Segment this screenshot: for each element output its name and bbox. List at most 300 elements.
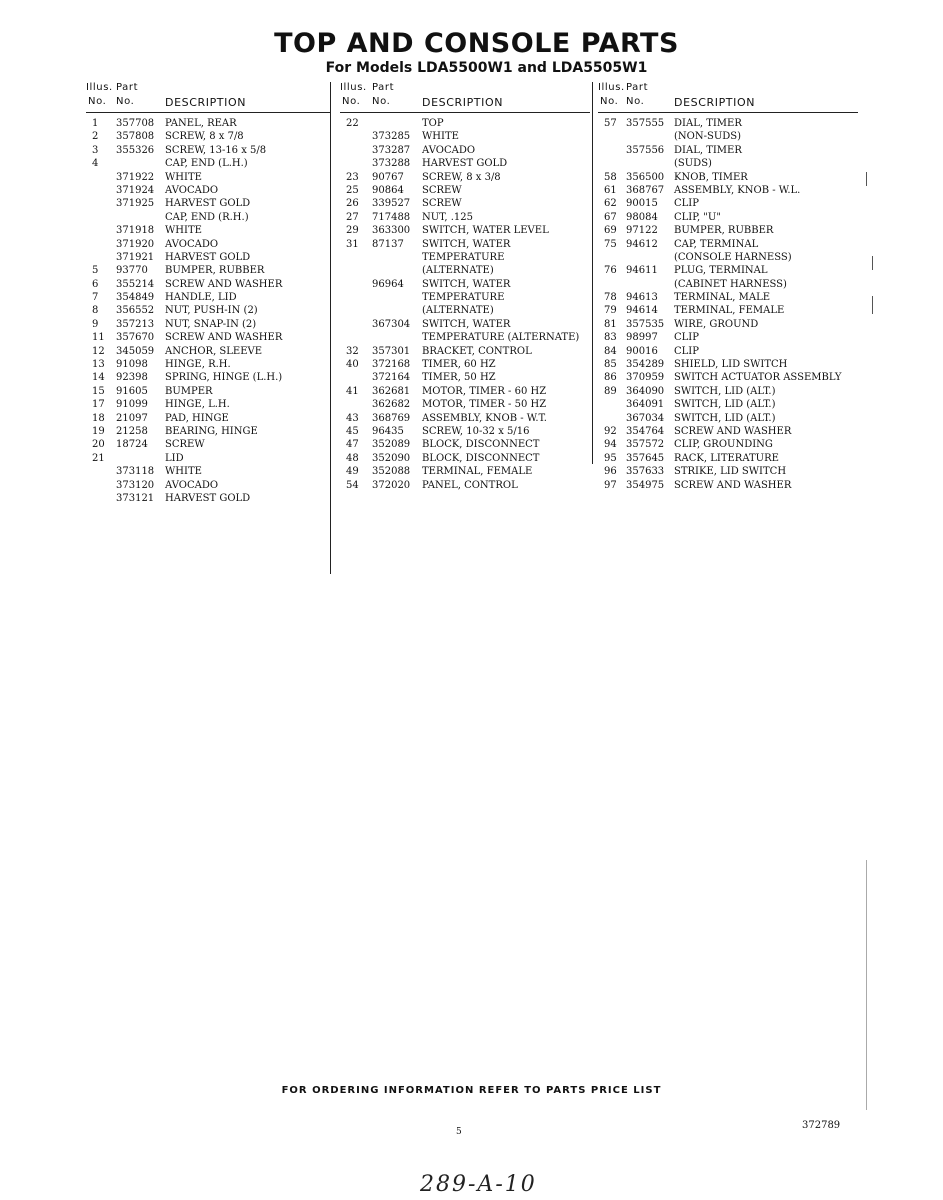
parts-row xyxy=(86,439,330,452)
part-number: 87137 xyxy=(372,238,404,250)
parts-row xyxy=(86,493,330,506)
part-description: SCREW AND WASHER xyxy=(165,332,283,344)
part-number: 367304 xyxy=(372,318,411,330)
part-number: 355326 xyxy=(116,144,155,156)
parts-row xyxy=(86,386,330,399)
parts-row xyxy=(340,372,590,385)
illus-number: 61 xyxy=(604,184,617,196)
parts-row xyxy=(598,252,858,265)
illus-number: 47 xyxy=(346,439,359,451)
part-description: SWITCH, WATER LEVEL xyxy=(422,225,549,237)
parts-column-2 xyxy=(340,82,590,493)
column-header xyxy=(598,82,858,112)
part-number: 21097 xyxy=(116,412,148,424)
page-number: 5 xyxy=(456,1127,462,1137)
parts-row xyxy=(86,480,330,493)
part-number: 357670 xyxy=(116,332,155,344)
parts-row xyxy=(598,480,858,493)
parts-row xyxy=(340,145,590,158)
part-number: 352090 xyxy=(372,452,411,464)
part-description: SWITCH, WATER xyxy=(422,238,511,250)
part-description: BLOCK, DISCONNECT xyxy=(422,439,540,451)
illus-number: 79 xyxy=(604,305,617,317)
header-illus-label: Illus. xyxy=(86,82,113,93)
illus-number: 20 xyxy=(92,439,105,451)
illus-number: 1 xyxy=(92,118,99,129)
part-description: CLIP, "U" xyxy=(674,211,721,223)
part-description: (NON-SUDS) xyxy=(674,131,742,143)
parts-row xyxy=(86,172,330,185)
illus-number: 54 xyxy=(346,479,359,491)
parts-row xyxy=(598,279,858,292)
parts-row xyxy=(86,305,330,318)
column-header xyxy=(86,82,330,112)
part-number: 91098 xyxy=(116,359,148,371)
parts-row xyxy=(598,118,858,131)
illus-number: 25 xyxy=(346,184,359,196)
parts-row xyxy=(598,212,858,225)
parts-row xyxy=(340,332,590,345)
illus-number: 69 xyxy=(604,225,617,237)
part-description: SHIELD, LID SWITCH xyxy=(674,359,788,371)
illus-number: 75 xyxy=(604,238,617,250)
part-description: BUMPER, RUBBER xyxy=(165,265,265,277)
parts-row xyxy=(86,372,330,385)
part-description: AVOCADO xyxy=(165,238,219,250)
parts-row xyxy=(86,466,330,479)
illus-number: 67 xyxy=(604,211,617,223)
part-description: MOTOR, TIMER - 60 HZ xyxy=(422,385,547,397)
part-number: 372164 xyxy=(372,372,411,384)
parts-row xyxy=(340,131,590,144)
illus-number: 62 xyxy=(604,198,617,210)
header-part-label: Part xyxy=(372,82,395,93)
parts-row xyxy=(598,305,858,318)
part-number: 90015 xyxy=(626,198,658,210)
parts-row xyxy=(598,319,858,332)
column-divider xyxy=(592,82,593,464)
part-number: 94612 xyxy=(626,238,658,250)
part-number: 18724 xyxy=(116,439,148,451)
part-description: SCREW xyxy=(422,198,462,210)
illus-number: 8 xyxy=(92,305,99,317)
part-description: BRACKET, CONTROL xyxy=(422,345,532,357)
parts-row xyxy=(86,426,330,439)
parts-row xyxy=(86,346,330,359)
parts-row xyxy=(86,118,330,131)
illus-number: 7 xyxy=(92,292,99,304)
scan-edge-mark xyxy=(872,296,873,314)
part-description: BUMPER, RUBBER xyxy=(674,225,774,237)
parts-row xyxy=(598,399,858,412)
part-number: 94613 xyxy=(626,292,658,304)
part-description: SWITCH, WATER xyxy=(422,318,511,330)
illus-number: 76 xyxy=(604,265,617,277)
illus-number: 17 xyxy=(92,399,105,411)
illus-number: 27 xyxy=(346,211,359,223)
parts-row xyxy=(340,239,590,252)
part-number: 373287 xyxy=(372,144,411,156)
illus-number: 32 xyxy=(346,345,359,357)
part-number: 356552 xyxy=(116,305,155,317)
illus-number: 43 xyxy=(346,412,359,424)
part-number: 92398 xyxy=(116,372,148,384)
part-description: HARVEST GOLD xyxy=(165,198,251,210)
illus-number: 14 xyxy=(92,372,105,384)
part-description: NUT, SNAP-IN (2) xyxy=(165,318,257,330)
parts-row xyxy=(340,212,590,225)
parts-row xyxy=(598,158,858,171)
illus-number: 2 xyxy=(92,131,99,143)
part-description: HARVEST GOLD xyxy=(165,251,251,263)
parts-row xyxy=(340,426,590,439)
part-description: WIRE, GROUND xyxy=(674,318,759,330)
illus-number: 4 xyxy=(92,158,99,170)
part-number: 717488 xyxy=(372,211,411,223)
part-number: 372168 xyxy=(372,359,411,371)
part-number: 354289 xyxy=(626,359,665,371)
illus-number: 40 xyxy=(346,359,359,371)
part-number: 357645 xyxy=(626,452,665,464)
part-description: CAP, TERMINAL xyxy=(674,238,759,250)
parts-row xyxy=(340,265,590,278)
scan-edge-mark xyxy=(872,256,873,270)
header-rule xyxy=(598,112,858,113)
illus-number: 9 xyxy=(92,318,99,330)
illus-number: 58 xyxy=(604,171,617,183)
part-description: CLIP, GROUNDING xyxy=(674,439,773,451)
parts-row xyxy=(86,212,330,225)
part-number: 90767 xyxy=(372,171,404,183)
header-illus-label: Illus. xyxy=(340,82,367,93)
part-number: 352088 xyxy=(372,466,411,478)
part-number: 371925 xyxy=(116,198,155,210)
part-description: PLUG, TERMINAL xyxy=(674,265,768,277)
part-number: 371921 xyxy=(116,251,155,263)
header-part-label: Part xyxy=(116,82,139,93)
illus-number: 81 xyxy=(604,318,617,330)
part-number: 372020 xyxy=(372,479,411,491)
header-description-label: DESCRIPTION xyxy=(165,96,247,109)
illus-number: 96 xyxy=(604,466,617,478)
illus-number: 78 xyxy=(604,292,617,304)
part-number: 367034 xyxy=(626,412,665,424)
part-description: (SUDS) xyxy=(674,158,712,170)
illus-number: 94 xyxy=(604,439,617,451)
part-description: HARVEST GOLD xyxy=(422,158,508,170)
part-description: MOTOR, TIMER - 50 HZ xyxy=(422,399,547,411)
page-subtitle: For Models LDA5500W1 and LDA5505W1 xyxy=(325,60,648,76)
header-rule xyxy=(340,112,590,113)
part-number: 362681 xyxy=(372,385,411,397)
parts-row xyxy=(598,185,858,198)
parts-row xyxy=(598,453,858,466)
part-number: 371922 xyxy=(116,171,155,183)
parts-row xyxy=(598,346,858,359)
header-part-label: Part xyxy=(626,82,649,93)
part-description: SWITCH ACTUATOR ASSEMBLY xyxy=(674,372,842,384)
part-number: 373288 xyxy=(372,158,411,170)
part-number: 355214 xyxy=(116,278,155,290)
parts-row xyxy=(340,305,590,318)
part-description: TERMINAL, MALE xyxy=(674,292,771,304)
part-description: HINGE, R.H. xyxy=(165,359,231,371)
parts-row xyxy=(86,265,330,278)
parts-row xyxy=(86,292,330,305)
parts-row xyxy=(86,319,330,332)
ordering-info-note: FOR ORDERING INFORMATION REFER TO PARTS PRICE LIST xyxy=(281,1085,662,1096)
parts-row xyxy=(86,413,330,426)
header-part-no-label: No. xyxy=(372,96,391,107)
part-number: 93770 xyxy=(116,265,148,277)
part-number: 357808 xyxy=(116,131,155,143)
parts-row xyxy=(86,279,330,292)
part-description: ANCHOR, SLEEVE xyxy=(165,345,263,357)
parts-row xyxy=(340,158,590,171)
part-description: SCREW, 10-32 x 5/16 xyxy=(422,425,530,437)
part-number: 357555 xyxy=(626,118,665,129)
parts-row xyxy=(340,439,590,452)
illus-number: 19 xyxy=(92,425,105,437)
parts-row xyxy=(86,252,330,265)
parts-row xyxy=(340,453,590,466)
header-no-label: No. xyxy=(88,96,107,107)
illus-number: 31 xyxy=(346,238,359,250)
part-description: ASSEMBLY, KNOB - W.T. xyxy=(422,412,547,424)
parts-row xyxy=(86,131,330,144)
part-description: NUT, .125 xyxy=(422,211,474,223)
part-number: 371920 xyxy=(116,238,155,250)
part-description: SCREW, 13-16 x 5/8 xyxy=(165,144,267,156)
parts-row xyxy=(598,225,858,238)
part-description: CLIP xyxy=(674,345,699,357)
parts-row xyxy=(340,346,590,359)
parts-row xyxy=(340,225,590,238)
part-description: AVOCADO xyxy=(165,479,219,491)
part-number: 21258 xyxy=(116,425,148,437)
part-number: 354975 xyxy=(626,479,665,491)
part-number: 357633 xyxy=(626,466,665,478)
part-description: TIMER, 50 HZ xyxy=(422,372,496,384)
part-number: 354849 xyxy=(116,292,155,304)
part-description: AVOCADO xyxy=(422,144,476,156)
part-description: PAD, HINGE xyxy=(165,412,229,424)
part-description: LID xyxy=(165,452,184,464)
illus-number: 41 xyxy=(346,385,359,397)
part-number: 98997 xyxy=(626,332,658,344)
illus-number: 12 xyxy=(92,345,105,357)
part-description: NUT, PUSH-IN (2) xyxy=(165,305,258,317)
part-number: 364090 xyxy=(626,385,665,397)
part-description: SWITCH, LID (ALT.) xyxy=(674,385,776,397)
illus-number: 26 xyxy=(346,198,359,210)
header-part-no-label: No. xyxy=(116,96,135,107)
part-description: CAP, END (R.H.) xyxy=(165,211,249,223)
part-description: TEMPERATURE xyxy=(422,292,505,304)
parts-row xyxy=(340,386,590,399)
part-number: 94611 xyxy=(626,265,658,277)
illus-number: 29 xyxy=(346,225,359,237)
parts-row xyxy=(340,185,590,198)
part-number: 371924 xyxy=(116,184,155,196)
part-description: BEARING, HINGE xyxy=(165,425,258,437)
part-description: TIMER, 60 HZ xyxy=(422,359,496,371)
parts-row xyxy=(598,439,858,452)
part-number: 97122 xyxy=(626,225,658,237)
header-part-no-label: No. xyxy=(626,96,645,107)
part-number: 339527 xyxy=(372,198,411,210)
illus-number: 18 xyxy=(92,412,105,424)
part-description: (ALTERNATE) xyxy=(422,265,494,277)
parts-row xyxy=(86,185,330,198)
part-description: KNOB, TIMER xyxy=(674,171,748,183)
parts-row xyxy=(598,145,858,158)
part-description: HANDLE, LID xyxy=(165,292,237,304)
part-number: 364091 xyxy=(626,399,665,411)
parts-row xyxy=(86,399,330,412)
parts-row xyxy=(340,480,590,493)
parts-row xyxy=(598,359,858,372)
parts-row xyxy=(598,386,858,399)
header-no-label: No. xyxy=(342,96,361,107)
header-rule xyxy=(86,112,330,113)
header-illus-label: Illus. xyxy=(598,82,625,93)
part-description: (CONSOLE HARNESS) xyxy=(674,251,792,263)
parts-row xyxy=(598,292,858,305)
parts-row xyxy=(598,332,858,345)
illus-number: 11 xyxy=(92,332,105,344)
parts-row xyxy=(598,131,858,144)
handwritten-note: 289-A-10 xyxy=(420,1172,537,1197)
part-number: 356500 xyxy=(626,171,665,183)
part-number: 371918 xyxy=(116,225,155,237)
part-number: 96964 xyxy=(372,278,404,290)
header-no-label: No. xyxy=(600,96,619,107)
part-number: 90016 xyxy=(626,345,658,357)
parts-row xyxy=(598,466,858,479)
parts-row xyxy=(598,426,858,439)
parts-row xyxy=(340,279,590,292)
column-divider xyxy=(330,82,331,574)
parts-row xyxy=(340,413,590,426)
illus-number: 95 xyxy=(604,452,617,464)
parts-row xyxy=(340,319,590,332)
parts-row xyxy=(86,225,330,238)
part-description: AVOCADO xyxy=(165,184,219,196)
part-description: SCREW, 8 x 3/8 xyxy=(422,171,501,183)
illus-number: 49 xyxy=(346,466,359,478)
part-description: WHITE xyxy=(165,225,202,237)
part-description: TEMPERATURE xyxy=(422,251,505,263)
illus-number: 83 xyxy=(604,332,617,344)
part-description: TEMPERATURE (ALTERNATE) xyxy=(422,332,580,344)
illus-number: 21 xyxy=(92,452,105,464)
part-description: TERMINAL, FEMALE xyxy=(674,305,785,317)
part-number: 373285 xyxy=(372,131,411,143)
part-number: 90864 xyxy=(372,184,404,196)
parts-row xyxy=(598,413,858,426)
header-description-label: DESCRIPTION xyxy=(674,96,756,109)
parts-row xyxy=(340,252,590,265)
part-description: SWITCH, WATER xyxy=(422,278,511,290)
part-number: 362682 xyxy=(372,399,411,411)
parts-row xyxy=(340,292,590,305)
part-number: 91605 xyxy=(116,385,148,397)
document-number: 372789 xyxy=(802,1120,841,1131)
part-description: SCREW, 8 x 7/8 xyxy=(165,131,244,143)
part-number: 345059 xyxy=(116,345,155,357)
part-number: 352089 xyxy=(372,439,411,451)
parts-row xyxy=(86,453,330,466)
part-description: SPRING, HINGE (L.H.) xyxy=(165,372,283,384)
parts-row xyxy=(86,198,330,211)
part-description: WHITE xyxy=(165,171,202,183)
part-description: ASSEMBLY, KNOB - W.L. xyxy=(674,184,801,196)
part-number: 354764 xyxy=(626,425,665,437)
part-description: SCREW AND WASHER xyxy=(165,278,283,290)
illus-number: 45 xyxy=(346,425,359,437)
parts-row xyxy=(340,399,590,412)
illus-number: 5 xyxy=(92,265,99,277)
illus-number: 89 xyxy=(604,385,617,397)
part-description: DIAL, TIMER xyxy=(674,144,742,156)
parts-row xyxy=(598,372,858,385)
part-number: 94614 xyxy=(626,305,658,317)
parts-row xyxy=(340,359,590,372)
illus-number: 57 xyxy=(604,118,617,129)
scan-edge-mark xyxy=(866,860,867,1110)
parts-column-1 xyxy=(86,82,330,506)
part-number: 370959 xyxy=(626,372,665,384)
illus-number: 23 xyxy=(346,171,359,183)
parts-row xyxy=(86,158,330,171)
part-description: (CABINET HARNESS) xyxy=(674,278,787,290)
part-description: SCREW AND WASHER xyxy=(674,479,792,491)
parts-row xyxy=(86,145,330,158)
part-number: 357535 xyxy=(626,318,665,330)
part-description: TOP xyxy=(422,118,444,129)
parts-row xyxy=(340,466,590,479)
part-description: RACK, LITERATURE xyxy=(674,452,779,464)
parts-row xyxy=(340,198,590,211)
parts-row xyxy=(598,265,858,278)
part-description: CAP, END (L.H.) xyxy=(165,158,248,170)
part-number: 373120 xyxy=(116,479,155,491)
part-description: CLIP xyxy=(674,332,699,344)
part-description: SCREW xyxy=(165,439,205,451)
part-number: 357213 xyxy=(116,318,155,330)
parts-row xyxy=(86,332,330,345)
part-description: SCREW AND WASHER xyxy=(674,425,792,437)
illus-number: 48 xyxy=(346,452,359,464)
illus-number: 85 xyxy=(604,359,617,371)
part-number: 357556 xyxy=(626,144,665,156)
illus-number: 84 xyxy=(604,345,617,357)
illus-number: 15 xyxy=(92,385,105,397)
parts-row xyxy=(340,172,590,185)
part-number: 357708 xyxy=(116,118,155,129)
parts-row xyxy=(86,359,330,372)
parts-row xyxy=(340,118,590,131)
header-description-label: DESCRIPTION xyxy=(422,96,504,109)
parts-row xyxy=(86,239,330,252)
part-description: PANEL, CONTROL xyxy=(422,479,518,491)
scan-edge-mark xyxy=(866,172,867,186)
illus-number: 92 xyxy=(604,425,617,437)
part-description: DIAL, TIMER xyxy=(674,118,742,129)
part-number: 357301 xyxy=(372,345,411,357)
part-number: 373121 xyxy=(116,492,155,504)
